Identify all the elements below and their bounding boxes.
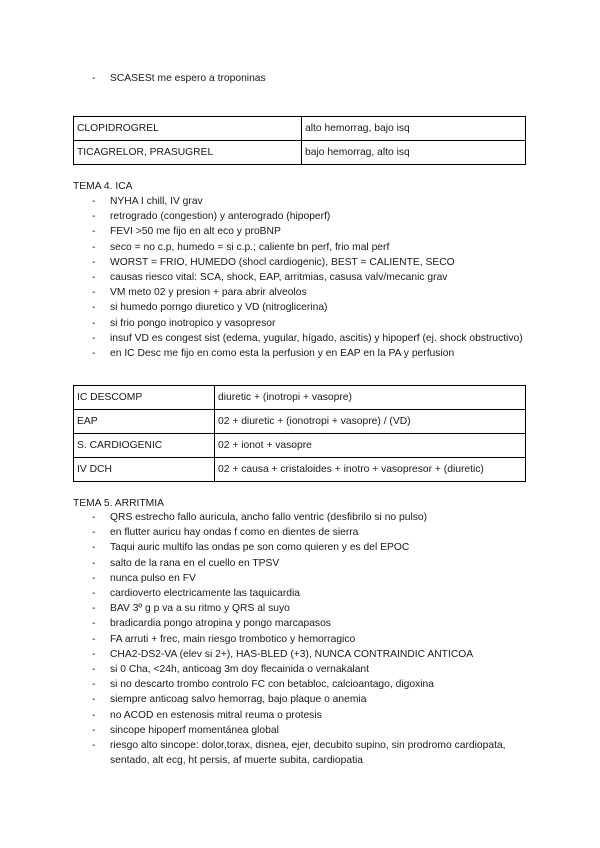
antiplatelet-table	[73, 116, 526, 165]
list-item: - BAV 3º g p va a su ritmo y QRS al suyo	[73, 601, 533, 616]
list-item: - Taqui auric multifo las ondas pe son como quieren y es del EPOC	[73, 540, 533, 555]
table-cell: IC DESCOMP	[74, 386, 215, 410]
table-cell: 02 + causa + cristaloides + inotro + vasopresor + (diuretic)	[215, 458, 526, 482]
table-cell: CLOPIDROGREL	[74, 117, 302, 141]
table-cell: alto hemorrag, bajo isq	[302, 117, 526, 141]
list-item: - VM meto 02 y presion + para abrir alveolos	[73, 285, 533, 300]
table-cell: diuretic + (inotropi + vasopre)	[215, 386, 526, 410]
ica-treatment-table	[73, 385, 526, 482]
list-item: - en IC Desc me fijo en como esta la perfusion y en EAP en la PA y perfusion	[73, 346, 533, 361]
list-item: - nunca pulso en FV	[73, 571, 533, 586]
list-item: - en flutter auricu hay ondas f como en dientes de sierra	[73, 525, 533, 540]
list-item: - bradicardia pongo atropina y pongo marcapasos	[73, 616, 533, 631]
list-item: - riesgo alto sincope: dolor,torax, disnea, ejer, decubito supino, sin prodromo cardiopata, sentado, alt ecg, ht persis, af muerte subita, cardiopatia	[73, 738, 533, 768]
table-cell: 02 + ionot + vasopre	[215, 434, 526, 458]
list-item: - causas riesco vital: SCA, shock, EAP, arritmias, casusa valv/mecanic grav	[73, 270, 533, 285]
table-row	[74, 458, 526, 482]
list-item: - si frio pongo inotropico y vasopresor	[73, 316, 533, 331]
tema4-list	[73, 194, 533, 361]
intro-list	[73, 71, 533, 86]
list-item: - CHA2-DS2-VA (elev si 2+), HAS-BLED (+3), NUNCA CONTRAINDIC ANTICOA	[73, 647, 533, 662]
list-item: - siempre anticoag salvo hemorrag, bajo plaque o anemia	[73, 692, 533, 707]
list-item: - insuf VD es congest sist (edema, yugular, hígado, ascitis) y hipoperf (ej. shock obstructivo)	[73, 331, 533, 346]
table-row	[74, 141, 526, 165]
section-heading: TEMA 5. ARRITMIA	[73, 498, 164, 509]
list-item: - WORST = FRIO, HUMEDO (shocl cardiogenic), BEST = CALIENTE, SECO	[73, 255, 533, 270]
table-cell: bajo hemorrag, alto isq	[302, 141, 526, 165]
list-item: - FA arruti + frec, main riesgo trombotico y hemorragico	[73, 632, 533, 647]
list-item: - retrogrado (congestion) y anterogrado (hipoperf)	[73, 209, 533, 224]
table-cell: EAP	[74, 410, 215, 434]
list-item: - SCASESt me espero a troponinas	[73, 71, 533, 86]
list-item: - si humedo porngo diuretico y VD (nitroglicerina)	[73, 300, 533, 315]
list-item: - QRS estrecho fallo auricula, ancho fallo ventric (desfibrilo si no pulso)	[73, 510, 533, 525]
table-row	[74, 410, 526, 434]
table-cell: S. CARDIOGENIC	[74, 434, 215, 458]
list-item: - salto de la rana en el cuello en TPSV	[73, 556, 533, 571]
list-item: - NYHA I chill, IV grav	[73, 194, 533, 209]
list-item: - FEVI >50 me fijo en alt eco y proBNP	[73, 224, 533, 239]
section-heading: TEMA 4. ICA	[73, 181, 133, 192]
table-row	[74, 386, 526, 410]
list-item: - si no descarto trombo controlo FC con betabloc, calcioantago, digoxina	[73, 677, 533, 692]
list-item: - cardioverto electricamente las taquicardia	[73, 586, 533, 601]
list-item: - si 0 Cha, <24h, anticoag 3m doy flecainida o vernakalant	[73, 662, 533, 677]
list-item: - no ACOD en estenosis mitral reuma o protesis	[73, 708, 533, 723]
list-item: - seco = no c.p, humedo = si c.p.; caliente bn perf, frio mal perf	[73, 240, 533, 255]
table-row	[74, 434, 526, 458]
table-row	[74, 117, 526, 141]
table-cell: 02 + diuretic + (ionotropi + vasopre) / (VD)	[215, 410, 526, 434]
table-cell: IV DCH	[74, 458, 215, 482]
list-item: - sincope hipoperf momentánea global	[73, 723, 533, 738]
table-cell: TICAGRELOR, PRASUGREL	[74, 141, 302, 165]
tema5-list	[73, 510, 533, 768]
